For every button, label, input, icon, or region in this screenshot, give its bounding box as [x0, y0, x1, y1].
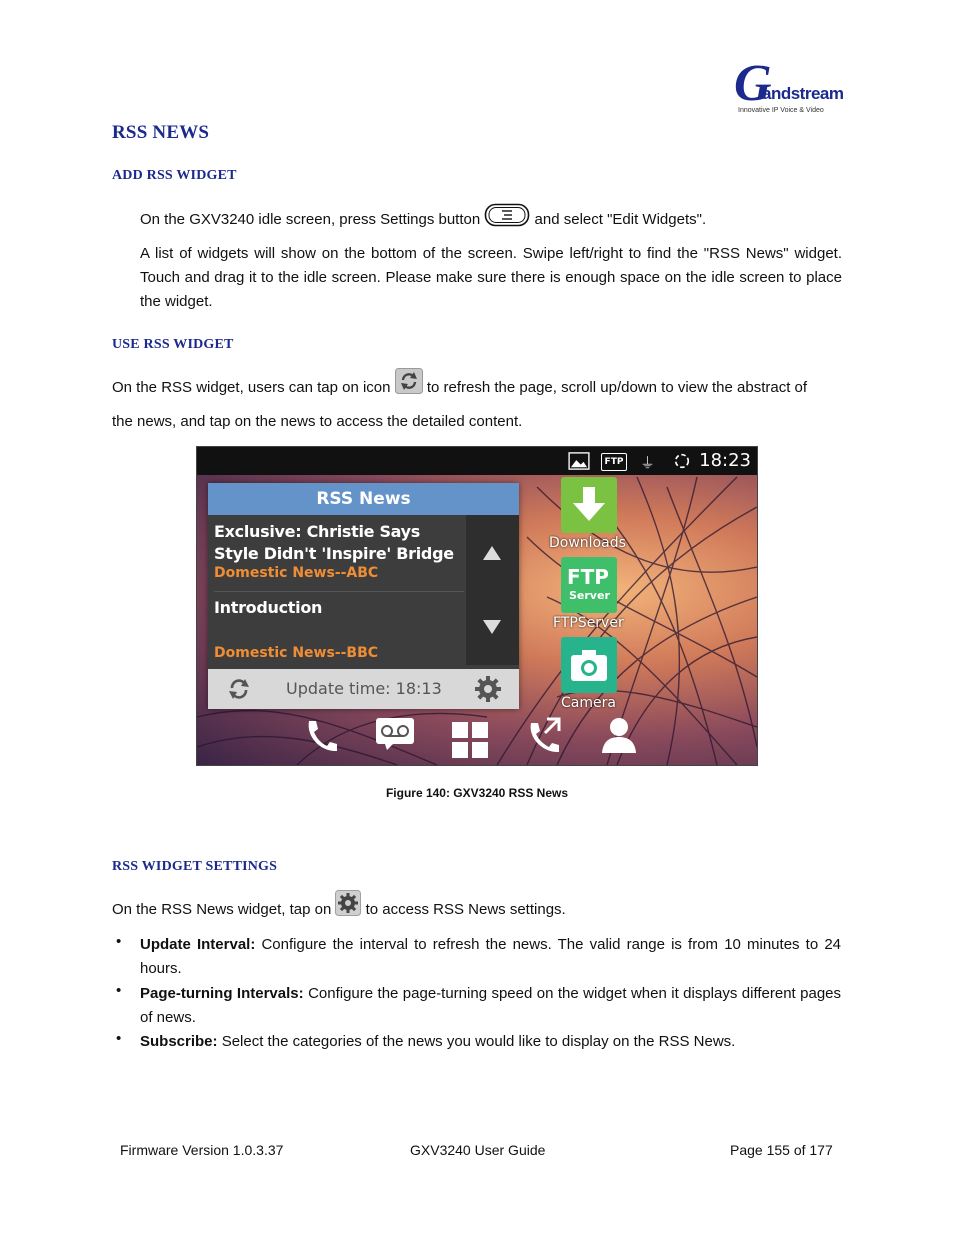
apps-grid-icon[interactable]	[451, 721, 489, 759]
phone-icon[interactable]	[301, 715, 341, 755]
scroll-down-icon[interactable]	[482, 619, 502, 635]
camera-app-label: Camera	[561, 695, 616, 711]
footer-guide: GXV3240 User Guide	[410, 1142, 546, 1158]
bullet-dot: •	[116, 982, 122, 999]
footer-firmware: Firmware Version 1.0.3.37	[120, 1142, 284, 1158]
call-forward-icon[interactable]	[525, 715, 565, 755]
scroll-up-icon[interactable]	[482, 545, 502, 561]
ftp-icon-text: FTP	[567, 565, 609, 589]
logo-wordmark: andstream	[762, 84, 844, 103]
news-item-1[interactable]	[214, 521, 464, 581]
bullet-text: Configure the page-turning speed on the widget when it displays different pages of news.	[140, 985, 842, 1026]
rss-news-screenshot	[196, 446, 758, 766]
add-rss-widget-heading: ADD RSS WIDGET	[112, 168, 237, 183]
bullet-label: Page-turning Intervals:	[140, 985, 304, 1002]
refresh-icon	[395, 368, 423, 394]
add-para-1-after: and select "Edit Widgets".	[534, 211, 707, 228]
footer-page: Page 155 of 177	[730, 1142, 833, 1158]
ftp-server-app-label: FTPServer	[553, 615, 624, 631]
ftp-status-icon: FTP	[601, 453, 627, 471]
rss-widget-settings-heading: RSS WIDGET SETTINGS	[112, 859, 278, 874]
settings-para-before: On the RSS News widget, tap on	[112, 901, 332, 918]
bullet-page-turning	[140, 982, 841, 1030]
logo-tagline: Innovative IP Voice & Video	[738, 107, 824, 114]
rss-widget-title: RSS News	[208, 483, 519, 515]
camera-app-icon[interactable]	[561, 637, 617, 693]
scroll-column	[466, 515, 519, 665]
bullet-text: Configure the interval to refresh the news. The valid range is from 10 minutes to 24 hours.	[140, 936, 841, 977]
news-item-title: Exclusive: Christie Says Style Didn't 'Inspire' Bridge	[214, 522, 454, 563]
use-para-after: to refresh the page, scroll up/down to view the abstract of	[426, 379, 808, 396]
bullet-text: Select the categories of the news you would like to display on the RSS News.	[221, 1033, 736, 1050]
section-title: RSS NEWS	[112, 122, 210, 143]
add-para-2: A list of widgets will show on the bottom of the screen. Swipe left/right to find the "RSS News" widget. Touch and drag it to the idle screen. Please make sure there is enough space on the idle screen to place the widget.	[140, 245, 842, 310]
gallery-icon	[567, 452, 591, 470]
news-item-source: Domestic News--BBC	[214, 645, 379, 661]
update-time: Update time: 18:13	[286, 679, 442, 698]
gear-icon[interactable]	[474, 675, 502, 703]
news-item-source: Domestic News--ABC	[214, 565, 379, 581]
use-para-before: On the RSS widget, users can tap on icon	[112, 379, 391, 396]
news-item-title: Introduction	[214, 598, 323, 617]
bullet-subscribe	[140, 1030, 841, 1054]
refresh-icon[interactable]	[226, 676, 252, 702]
settings-para	[112, 898, 566, 922]
bullet-dot: •	[116, 1030, 122, 1047]
grandstream-logo	[734, 55, 844, 120]
bullet-label: Update Interval:	[140, 936, 256, 953]
add-para-1-before: On the GXV3240 idle screen, press Settings button	[140, 211, 481, 228]
bullet-dot: •	[116, 933, 122, 950]
contacts-icon[interactable]	[599, 715, 639, 755]
settings-button-icon	[484, 203, 530, 227]
status-bar	[197, 447, 757, 475]
rss-widget	[208, 483, 519, 709]
downloads-app-icon[interactable]	[561, 477, 617, 533]
usb-icon: ⏚	[640, 454, 656, 472]
use-para-line-2: the news, and tap on the news to access the detailed content.	[112, 413, 523, 430]
voicemail-icon[interactable]	[375, 717, 415, 751]
settings-para-after: to access RSS News settings.	[365, 901, 566, 918]
logo-initial: G	[734, 55, 772, 112]
use-para-line-1	[112, 376, 842, 400]
sync-icon	[672, 452, 692, 470]
news-item-2[interactable]	[214, 597, 464, 661]
bullet-update-interval	[140, 933, 841, 981]
gear-icon	[335, 890, 361, 916]
rss-widget-footer	[208, 669, 519, 709]
use-rss-widget-heading: USE RSS WIDGET	[112, 337, 234, 352]
ftp-icon-subtext: Server	[569, 589, 610, 602]
bullet-label: Subscribe:	[140, 1033, 218, 1050]
status-time: 18:23	[699, 450, 751, 471]
figure-caption: Figure 140: GXV3240 RSS News	[385, 786, 569, 800]
ftp-server-app-icon[interactable]	[561, 557, 617, 613]
downloads-app-label: Downloads	[549, 535, 626, 551]
add-para-1	[140, 208, 842, 232]
